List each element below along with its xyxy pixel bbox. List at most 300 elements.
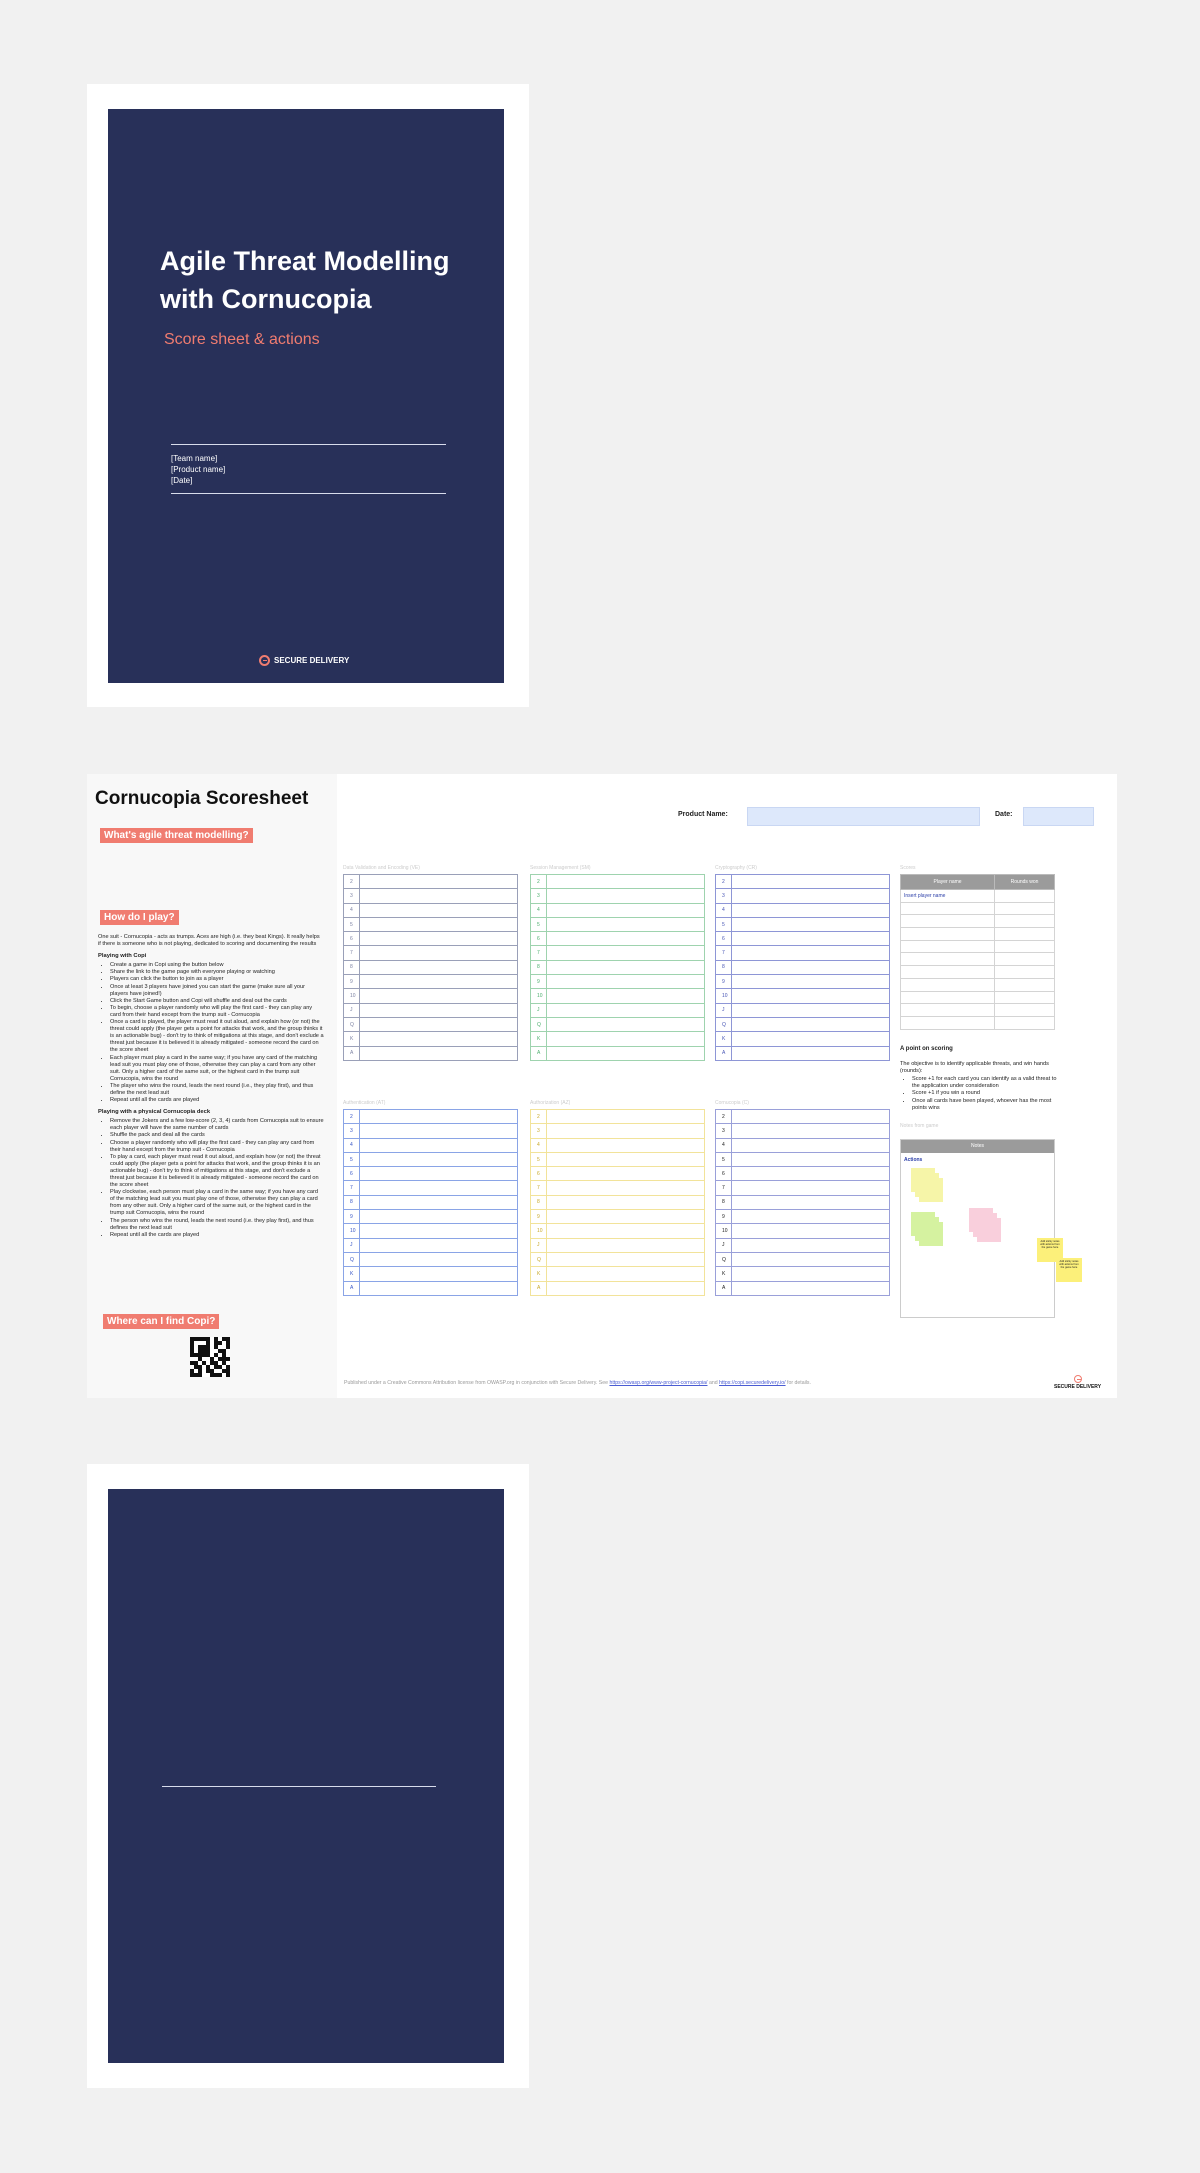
card-notes-cell[interactable]: [547, 960, 705, 974]
card-notes-cell[interactable]: [732, 1017, 890, 1031]
card-notes-cell[interactable]: [547, 1046, 705, 1060]
cover-rule-top: [171, 444, 446, 445]
score-row: [901, 902, 1055, 915]
secure-delivery-logo: [259, 655, 349, 666]
card-rank: 4: [531, 1138, 547, 1152]
rounds-won-cell[interactable]: [995, 902, 1055, 915]
product-name-field[interactable]: [Product name]: [171, 465, 226, 474]
card-notes-cell[interactable]: [547, 932, 705, 946]
score-row: [901, 966, 1055, 979]
card-row: [716, 875, 890, 889]
score-row: [901, 953, 1055, 966]
card-rank: Q: [531, 1252, 547, 1266]
sticky-note-green[interactable]: [919, 1222, 943, 1246]
card-rank: 3: [344, 889, 360, 903]
card-notes-cell[interactable]: [547, 975, 705, 989]
sticky-note-pink[interactable]: [977, 1218, 1001, 1242]
card-row: [716, 1238, 890, 1252]
list-item: • Play clockwise, each person must play a card in the same way; if you have any card of the matching lead suit you must play one of those, otherwise they can play a card from any other suit. Only a higher card of the same suit, or the highest card in the trump suit Cornucopia, wins the round: [110, 1189, 324, 1217]
suit-name: Session Management (SM): [530, 865, 591, 871]
find-copi-heading: Where can I find Copi?: [103, 1314, 219, 1329]
card-rank: J: [344, 1238, 360, 1252]
card-notes-cell[interactable]: [732, 1181, 890, 1195]
rounds-won-cell[interactable]: [995, 953, 1055, 966]
card-notes-cell[interactable]: [732, 1195, 890, 1209]
card-rank: 6: [716, 1167, 732, 1181]
card-row: [531, 1195, 705, 1209]
suit-name: Cryptography (CR): [715, 865, 757, 871]
card-rank: 8: [344, 960, 360, 974]
card-notes-cell[interactable]: [360, 1252, 518, 1266]
card-row: [344, 1210, 518, 1224]
suit-name: Data Validation and Encoding (VE): [343, 865, 420, 871]
card-row: [344, 875, 518, 889]
scores-caption: Scores: [900, 865, 916, 871]
card-row: [344, 1252, 518, 1266]
cover-page: [87, 84, 529, 707]
rounds-won-cell[interactable]: [995, 940, 1055, 953]
player-name-cell[interactable]: [901, 902, 995, 915]
card-notes-cell[interactable]: [547, 1124, 705, 1138]
notes-header: Notes: [901, 1140, 1054, 1153]
card-row: [531, 1003, 705, 1017]
list-item: • Shuffle the pack and deal all the cards: [110, 1132, 324, 1139]
player-name-cell[interactable]: [901, 1016, 995, 1029]
card-notes-cell[interactable]: [360, 1110, 518, 1124]
scores-table: [900, 865, 1055, 1030]
player-name-cell[interactable]: [901, 928, 995, 941]
card-rank: 10: [344, 989, 360, 1003]
score-row: [901, 1016, 1055, 1029]
card-rank: 8: [531, 1195, 547, 1209]
card-rank: 6: [344, 932, 360, 946]
card-notes-cell[interactable]: [360, 889, 518, 903]
list-item: • To play a card, each player must read it out aloud, and explain how (or not) the threat could apply (the player gets a point for attacks that work, and the group thinks it is an actionable bug) - don't try to think of mitigations at this stage, and don't exclude a threat just because it is believed it is already mitigated - someone record the card on the score sheet: [110, 1154, 324, 1189]
card-notes-cell[interactable]: [360, 975, 518, 989]
card-rank: A: [344, 1281, 360, 1295]
card-rank: Q: [716, 1252, 732, 1266]
card-rank: 5: [716, 917, 732, 931]
card-rank: 3: [344, 1124, 360, 1138]
list-item: • Score +1 for each card you can identify as a valid threat to the application under consideration: [912, 1076, 1058, 1090]
card-notes-cell[interactable]: [732, 1210, 890, 1224]
list-item: • To begin, choose a player randomly who will play the first card - they can play any card from their hand except from the trump suit - Cornucopia: [110, 1005, 324, 1019]
card-rank: 2: [716, 1110, 732, 1124]
card-row: [531, 989, 705, 1003]
card-rank: 7: [344, 1181, 360, 1195]
card-notes-cell[interactable]: [547, 1152, 705, 1166]
card-notes-cell[interactable]: [360, 1152, 518, 1166]
player-name-cell[interactable]: [901, 915, 995, 928]
card-notes-cell[interactable]: [360, 1124, 518, 1138]
card-notes-cell[interactable]: [732, 1224, 890, 1238]
card-row: [344, 1267, 518, 1281]
card-rank: 2: [531, 1110, 547, 1124]
card-notes-cell[interactable]: [732, 1281, 890, 1295]
card-row: [344, 1017, 518, 1031]
card-rank: 5: [531, 1152, 547, 1166]
score-row: [901, 890, 1055, 903]
logo-text: SECURE DELIVERY: [274, 656, 350, 665]
card-rank: Q: [344, 1252, 360, 1266]
card-notes-cell[interactable]: [732, 989, 890, 1003]
sticky-note-instruction[interactable]: Add sticky notes with actions from the game here: [1056, 1258, 1082, 1282]
card-rank: 4: [344, 903, 360, 917]
card-notes-cell[interactable]: [360, 1210, 518, 1224]
list-item: • Click the Start Game button and Copi will shuffle and deal out the cards: [110, 998, 324, 1005]
card-notes-cell[interactable]: [360, 1181, 518, 1195]
card-rank: 10: [716, 989, 732, 1003]
card-notes-cell[interactable]: [360, 932, 518, 946]
card-row: [716, 1046, 890, 1060]
card-row: [531, 1210, 705, 1224]
sticky-note-yellow[interactable]: [919, 1178, 943, 1202]
card-row: [531, 1138, 705, 1152]
card-notes-cell[interactable]: [547, 1138, 705, 1152]
card-rank: 9: [716, 975, 732, 989]
card-rank: 4: [531, 903, 547, 917]
card-rank: 2: [344, 1110, 360, 1124]
card-row: [531, 960, 705, 974]
list-item: • Repeat until all the cards are played: [110, 1232, 324, 1239]
card-row: [344, 932, 518, 946]
player-name-cell[interactable]: [901, 978, 995, 991]
card-rank: 7: [531, 946, 547, 960]
card-rank: J: [531, 1238, 547, 1252]
card-notes-cell[interactable]: [360, 1224, 518, 1238]
list-item: • Players can click the button to join as a player: [110, 976, 324, 983]
card-row: [531, 1267, 705, 1281]
card-row: [531, 946, 705, 960]
card-rank: J: [716, 1003, 732, 1017]
rounds-won-cell[interactable]: [995, 966, 1055, 979]
card-row: [344, 917, 518, 931]
footer-logo-text: SECURE DELIVERY: [1054, 1384, 1102, 1390]
card-rank: 10: [344, 1224, 360, 1238]
card-notes-cell[interactable]: [732, 1167, 890, 1181]
product-name-input[interactable]: [747, 807, 980, 826]
date-input[interactable]: [1023, 807, 1094, 826]
suit-name: Authentication (AT): [343, 1100, 386, 1106]
card-row: [531, 1110, 705, 1124]
card-row: [716, 1032, 890, 1046]
team-name-field[interactable]: [Team name]: [171, 454, 218, 463]
list-item: • Remove the Jokers and a few low-score (2, 3, 4) cards from Cornucopia suit to ensure each player will have the same number of cards: [110, 1118, 324, 1132]
card-notes-cell[interactable]: [360, 1167, 518, 1181]
card-notes-cell[interactable]: [360, 989, 518, 1003]
card-row: [344, 1152, 518, 1166]
rounds-won-cell[interactable]: [995, 1016, 1055, 1029]
cover-panel: [108, 109, 504, 683]
card-notes-cell[interactable]: [547, 1238, 705, 1252]
card-row: [716, 1195, 890, 1209]
card-rank: A: [716, 1281, 732, 1295]
card-rank: J: [716, 1238, 732, 1252]
scoring-points: [900, 1076, 1058, 1111]
player-name-cell[interactable]: [901, 991, 995, 1004]
card-rank: 9: [344, 1210, 360, 1224]
actions-label: Actions: [904, 1157, 923, 1163]
card-notes-cell[interactable]: [547, 1210, 705, 1224]
card-notes-cell[interactable]: [732, 946, 890, 960]
card-notes-cell[interactable]: [360, 1238, 518, 1252]
card-row: [716, 1152, 890, 1166]
card-row: [344, 1224, 518, 1238]
card-notes-cell[interactable]: [360, 1003, 518, 1017]
card-rank: A: [531, 1281, 547, 1295]
card-notes-cell[interactable]: [547, 1195, 705, 1209]
cover-title: Agile Threat Modelling with Cornucopia: [160, 246, 450, 314]
card-notes-cell[interactable]: [360, 1046, 518, 1060]
card-notes-cell[interactable]: [547, 1181, 705, 1195]
list-item: • Once at least 3 players have joined you can start the game (make sure all your players have joined!): [110, 984, 324, 998]
card-row: [531, 1181, 705, 1195]
card-notes-cell[interactable]: [732, 1238, 890, 1252]
card-rank: 6: [531, 932, 547, 946]
owasp-link[interactable]: https://owasp.org/www-project-cornucopia/: [609, 1380, 708, 1386]
cover-rule-bottom: [171, 493, 446, 494]
player-name-cell[interactable]: Insert player name: [901, 890, 995, 903]
score-row: [901, 1004, 1055, 1017]
card-rank: Q: [344, 1017, 360, 1031]
secure-delivery-logo-icon: [259, 655, 270, 666]
card-rank: A: [531, 1046, 547, 1060]
card-rank: 7: [716, 946, 732, 960]
card-row: [716, 1252, 890, 1266]
score-row: [901, 915, 1055, 928]
card-notes-cell[interactable]: [732, 960, 890, 974]
suit-name: Authorization (AZ): [530, 1100, 571, 1106]
card-notes-cell[interactable]: [732, 1124, 890, 1138]
card-notes-cell[interactable]: [360, 946, 518, 960]
footer-prefix: Published under a Creative Commons Attribution license from OWASP.org in conjunction with Secure Delivery. See: [344, 1380, 609, 1386]
card-row: [344, 1167, 518, 1181]
card-row: [716, 1003, 890, 1017]
card-rank: 9: [531, 975, 547, 989]
card-row: [531, 1167, 705, 1181]
deck-steps-list: [98, 1118, 324, 1239]
card-notes-cell[interactable]: [732, 889, 890, 903]
card-rank: J: [344, 1003, 360, 1017]
card-row: [344, 1110, 518, 1124]
card-rank: A: [716, 1046, 732, 1060]
card-rank: 7: [716, 1181, 732, 1195]
card-row: [531, 1238, 705, 1252]
card-notes-cell[interactable]: [547, 946, 705, 960]
card-row: [344, 1124, 518, 1138]
rounds-won-cell[interactable]: [995, 978, 1055, 991]
score-row: [901, 940, 1055, 953]
card-notes-cell[interactable]: [360, 1281, 518, 1295]
card-notes-cell[interactable]: [732, 932, 890, 946]
back-cover-page: [87, 1464, 529, 2088]
sticky-note-instruction[interactable]: Add sticky notes with actions from the game here: [1037, 1238, 1063, 1262]
card-notes-cell[interactable]: [547, 1110, 705, 1124]
card-rank: 7: [344, 946, 360, 960]
card-row: [531, 975, 705, 989]
card-notes-cell[interactable]: [360, 1267, 518, 1281]
card-notes-cell[interactable]: [547, 889, 705, 903]
card-rank: K: [344, 1267, 360, 1281]
card-notes-cell[interactable]: [732, 917, 890, 931]
card-rank: 5: [344, 1152, 360, 1166]
card-rank: 8: [716, 1195, 732, 1209]
list-item: • Share the link to the game page with everyone playing or watching: [110, 969, 324, 976]
suit-table-data-validation: [343, 865, 518, 1061]
card-rank: K: [344, 1032, 360, 1046]
card-notes-cell[interactable]: [360, 1195, 518, 1209]
card-notes-cell[interactable]: [732, 1267, 890, 1281]
card-notes-cell[interactable]: [360, 875, 518, 889]
footer-logo: [1054, 1375, 1101, 1390]
rounds-won-cell[interactable]: [995, 915, 1055, 928]
footer-and: and: [708, 1380, 718, 1386]
card-row: [716, 917, 890, 931]
rounds-won-cell[interactable]: [995, 890, 1055, 903]
card-row: [716, 932, 890, 946]
card-notes-cell[interactable]: [732, 1003, 890, 1017]
product-name-label: Product Name:: [678, 811, 728, 818]
card-row: [344, 989, 518, 1003]
player-name-cell[interactable]: [901, 940, 995, 953]
card-rank: J: [531, 1003, 547, 1017]
card-notes-cell[interactable]: [547, 903, 705, 917]
card-notes-cell[interactable]: [732, 1032, 890, 1046]
card-rank: 5: [531, 917, 547, 931]
card-notes-cell[interactable]: [360, 1032, 518, 1046]
card-rank: 5: [344, 917, 360, 931]
card-notes-cell[interactable]: [547, 1003, 705, 1017]
card-notes-cell[interactable]: [732, 903, 890, 917]
card-rank: Q: [716, 1017, 732, 1031]
list-item: • Each player must play a card in the same way; if you have any card of the matching lead suit you must play one of those, otherwise they can play a card from any other suit. Only a higher card of the same suit, or the highest card in the trump suit Cornucopia, wins the round: [110, 1055, 324, 1083]
card-row: [344, 1046, 518, 1060]
card-notes-cell[interactable]: [547, 1281, 705, 1295]
suit-name: Cornucopia (C): [715, 1100, 749, 1106]
card-rank: 3: [531, 889, 547, 903]
card-row: [531, 1017, 705, 1031]
card-row: [531, 889, 705, 903]
rounds-won-cell[interactable]: [995, 991, 1055, 1004]
date-field[interactable]: [Date]: [171, 476, 193, 485]
cover-subtitle: Score sheet & actions: [164, 331, 320, 348]
card-notes-cell[interactable]: [732, 975, 890, 989]
card-rank: 4: [716, 1138, 732, 1152]
card-notes-cell[interactable]: [547, 1017, 705, 1031]
card-notes-cell[interactable]: [732, 1252, 890, 1266]
copi-link[interactable]: https://copi.securedelivery.io/: [719, 1380, 786, 1386]
player-name-cell[interactable]: [901, 1004, 995, 1017]
date-label: Date:: [995, 811, 1013, 818]
player-name-cell[interactable]: [901, 953, 995, 966]
card-notes-cell[interactable]: [732, 875, 890, 889]
card-row: [531, 903, 705, 917]
back-cover-rule: [162, 1786, 436, 1787]
card-row: [344, 1138, 518, 1152]
card-rank: 9: [531, 1210, 547, 1224]
card-notes-cell[interactable]: [547, 1252, 705, 1266]
card-rank: 10: [716, 1224, 732, 1238]
card-rank: 6: [344, 1167, 360, 1181]
suit-table-cryptography: [715, 865, 890, 1061]
card-notes-cell[interactable]: [732, 1110, 890, 1124]
card-rank: 6: [531, 1167, 547, 1181]
card-rank: 8: [716, 960, 732, 974]
card-rank: 6: [716, 932, 732, 946]
back-cover-panel: [108, 1489, 504, 2063]
card-notes-cell[interactable]: [732, 1138, 890, 1152]
score-row: [901, 991, 1055, 1004]
card-notes-cell[interactable]: [360, 960, 518, 974]
card-notes-cell[interactable]: [732, 1152, 890, 1166]
card-row: [531, 1046, 705, 1060]
card-notes-cell[interactable]: [732, 1046, 890, 1060]
card-rank: K: [531, 1032, 547, 1046]
card-notes-cell[interactable]: [360, 1138, 518, 1152]
how-heading: How do I play?: [100, 910, 179, 925]
card-notes-cell[interactable]: [360, 1017, 518, 1031]
card-rank: K: [531, 1267, 547, 1281]
card-row: [344, 903, 518, 917]
card-notes-cell[interactable]: [360, 917, 518, 931]
card-row: [716, 1210, 890, 1224]
list-item: • Score +1 if you win a round: [912, 1090, 1058, 1097]
list-item: • The player who wins the round, leads the next round (i.e., they play first), and thus define the next lead suit: [110, 1083, 324, 1097]
card-notes-cell[interactable]: [360, 903, 518, 917]
card-row: [344, 1181, 518, 1195]
card-notes-cell[interactable]: [547, 1224, 705, 1238]
card-notes-cell[interactable]: [547, 1167, 705, 1181]
card-rank: 2: [344, 875, 360, 889]
card-notes-cell[interactable]: [547, 1032, 705, 1046]
rounds-won-cell[interactable]: [995, 928, 1055, 941]
card-row: [716, 1124, 890, 1138]
list-item: • Repeat until all the cards are played: [110, 1097, 324, 1104]
player-name-cell[interactable]: [901, 966, 995, 979]
instructions-sidebar: [87, 774, 337, 1398]
footer-suffix: for details.: [787, 1380, 811, 1386]
card-rank: K: [716, 1032, 732, 1046]
card-row: [716, 889, 890, 903]
card-row: [716, 975, 890, 989]
what-heading: What's agile threat modelling?: [100, 828, 253, 843]
card-row: [716, 1167, 890, 1181]
card-notes-cell[interactable]: [547, 917, 705, 931]
license-footer: [344, 1380, 811, 1386]
card-rank: K: [716, 1267, 732, 1281]
how-to-play-text: [98, 934, 324, 1244]
card-row: [344, 1003, 518, 1017]
list-item: • Choose a player randomly who will play the first card - they can play any card from their hand except from the trump suit - Cornucopia: [110, 1140, 324, 1154]
card-notes-cell[interactable]: [547, 875, 705, 889]
rounds-won-cell[interactable]: [995, 1004, 1055, 1017]
card-rank: 9: [716, 1210, 732, 1224]
rounds-won-header: Rounds won: [995, 875, 1055, 890]
card-notes-cell[interactable]: [547, 989, 705, 1003]
card-row: [344, 960, 518, 974]
card-rank: 3: [716, 889, 732, 903]
list-item: • Create a game in Copi using the button below: [110, 962, 324, 969]
card-row: [716, 1110, 890, 1124]
card-rank: 7: [531, 1181, 547, 1195]
player-name-header: Player name: [901, 875, 995, 890]
card-row: [716, 1138, 890, 1152]
copi-heading: Playing with Copi: [98, 953, 147, 960]
copi-qr-code[interactable]: [190, 1337, 230, 1377]
secure-delivery-logo-icon: [1074, 1375, 1082, 1383]
card-notes-cell[interactable]: [547, 1267, 705, 1281]
card-row: [531, 875, 705, 889]
